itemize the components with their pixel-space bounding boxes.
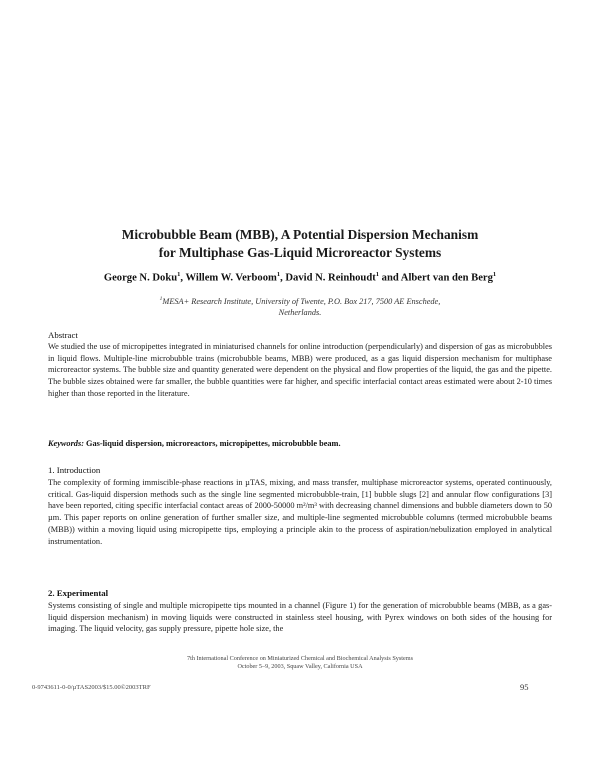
footnote-line-1: 7th International Conference on Miniaturized Chemical and Biochemical Analysis Systems <box>187 655 413 662</box>
author-3: , David N. Reinhoudt <box>280 272 376 284</box>
title-line-1: Microbubble Beam (MBB), A Potential Dispersion Mechanism <box>121 227 479 242</box>
author-1-affil-mark: 1 <box>177 271 181 278</box>
affiliation-mark: 1 <box>159 296 163 302</box>
paper-title <box>40 226 560 262</box>
footnote-line-2: October 5–9, 2003, Squaw Valley, California USA <box>237 663 363 670</box>
introduction-heading: 1. Introduction <box>48 465 101 475</box>
experimental-heading: 2. Experimental <box>48 588 109 598</box>
author-3-affil-mark: 1 <box>375 271 379 278</box>
author-list <box>55 268 545 286</box>
author-1: George N. Doku <box>103 272 178 284</box>
author-2-affil-mark: 1 <box>276 271 281 278</box>
author-2: , Willem W. Verboom <box>180 272 277 284</box>
affiliation-line-1: MESA+ Research Institute, University of Twente, P.O. Box 217, 7500 AE Enschede, <box>162 296 441 306</box>
author-4: and Albert van den Berg <box>379 272 493 284</box>
title-line-2: for Multiphase Gas-Liquid Microreactor Systems <box>158 245 442 260</box>
keywords-label: Keywords: <box>48 439 84 448</box>
conference-footnote <box>120 655 480 671</box>
introduction-text: The complexity of forming immiscible-phase reactions in µTAS, mixing, and mass transfer, multiphase microreactor systems, operated continuously, critical. Gas-liquid dispersion methods such as the single line segmented microbubble-train, [1] bubble slugs [2] and annular flow configurations [3] have been reported, citing specific interfacial contact areas of 2000-50000 m²/m³ with decreasing channel dimensions and bubble diameters down to 50 µm. This paper reports on online generation of further smaller size, and multiple-line segmented microbubble columns (termed microbubble beams (MBB)) within a moving liquid using micropipette tips, employing a principle akin to the process of aspiration/nebulization employed in analytical instrumentation. <box>48 478 552 546</box>
affiliation-line-2: Netherlands. <box>278 307 322 317</box>
keywords <box>48 438 558 449</box>
keywords-text: Gas-liquid dispersion, microreactors, micropipettes, microbubble beam. <box>83 439 341 448</box>
abstract-heading: Abstract <box>48 330 78 340</box>
abstract-text: We studied the use of micropipettes integrated in miniaturised channels for online introduction (perpendicularly) and dispersion of gas as microbubbles in liquid flows. Multiple-line microbubble trains (microbubble beams, MBB) were produced, as a gas liquid dispersion mechanism for multiphase microreactor systems. The bubble size and quantity generated were dependent on the physical and flow properties of the liquid, the gas and the pipette. The bubble sizes obtained were far smaller, the bubble quantities were far higher, and specific interfacial contact areas estimated were about 2-10 times higher than those reported in the literature. <box>48 342 552 398</box>
affiliation <box>80 294 520 318</box>
experimental-text: Systems consisting of single and multiple micropipette tips mounted in a channel (Figure 1) for the generation of microbubble beams (MBB, as a gas-liquid dispersion mechanism) in moving liquids were constructed in stainless steel housing, with Pyrex windows on both sides of the housing for imaging. The liquid velocity, gas supply pressure, pipette hole size, the <box>48 601 552 634</box>
page-number: 95 <box>520 682 529 692</box>
author-4-affil-mark: 1 <box>492 271 497 278</box>
copyright-footer: 0-9743611-0-0/µTAS2003/$15.00©2003TRF <box>32 684 151 691</box>
